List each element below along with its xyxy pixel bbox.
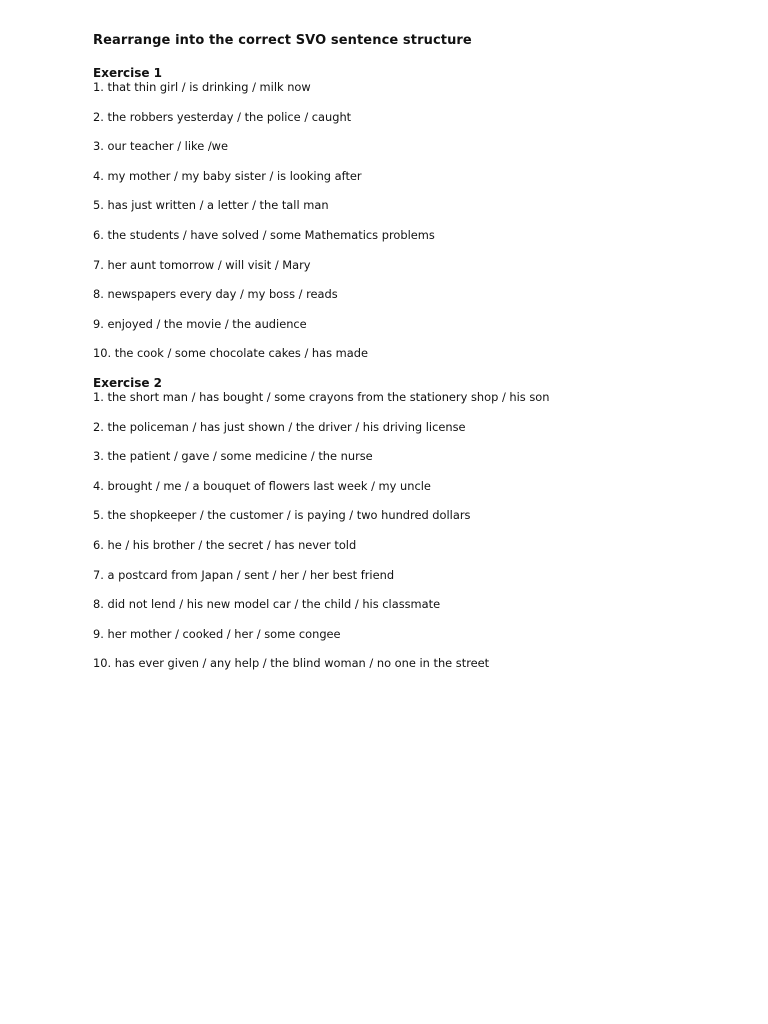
exercise-2-item-10: 10. has ever given / any help / the blind woman / no one in the street (93, 656, 490, 670)
exercise-2-item-8: 8. did not lend / his new model car / the child / his classmate (93, 597, 441, 611)
exercise-1-item-8: 8. newspapers every day / my boss / reads (93, 287, 338, 301)
exercise-1-item-6: 6. the students / have solved / some Mathematics problems (93, 228, 435, 242)
page-title: Rearrange into the correct SVO sentence structure (93, 33, 472, 48)
exercise-1-item-1: 1. that thin girl / is drinking / milk now (93, 80, 311, 94)
exercise-2-item-3: 3. the patient / gave / some medicine / the nurse (93, 449, 373, 463)
exercise-2-item-4: 4. brought / me / a bouquet of flowers last week / my uncle (93, 479, 431, 493)
exercise-1-item-3: 3. our teacher / like /we (93, 139, 228, 153)
exercise-2-item-5: 5. the shopkeeper / the customer / is paying / two hundred dollars (93, 508, 471, 522)
exercise-1-item-9: 9. enjoyed / the movie / the audience (93, 317, 307, 331)
exercise-2-item-7: 7. a postcard from Japan / sent / her / her best friend (93, 568, 395, 582)
exercise-2-item-1: 1. the short man / has bought / some crayons from the stationery shop / his son (93, 390, 550, 404)
exercise-1-heading: Exercise 1 (93, 66, 163, 80)
exercise-1-item-7: 7. her aunt tomorrow / will visit / Mary (93, 258, 311, 272)
exercise-2-item-6: 6. he / his brother / the secret / has never told (93, 538, 357, 552)
exercise-2-item-2: 2. the policeman / has just shown / the driver / his driving license (93, 420, 466, 434)
exercise-1-item-2: 2. the robbers yesterday / the police / caught (93, 110, 352, 124)
exercise-1-item-10: 10. the cook / some chocolate cakes / has made (93, 346, 368, 360)
exercise-2-heading: Exercise 2 (93, 376, 163, 390)
exercise-2-item-9: 9. her mother / cooked / her / some congee (93, 627, 341, 641)
exercise-1-item-4: 4. my mother / my baby sister / is looking after (93, 169, 362, 183)
exercise-1-item-5: 5. has just written / a letter / the tall man (93, 198, 329, 212)
